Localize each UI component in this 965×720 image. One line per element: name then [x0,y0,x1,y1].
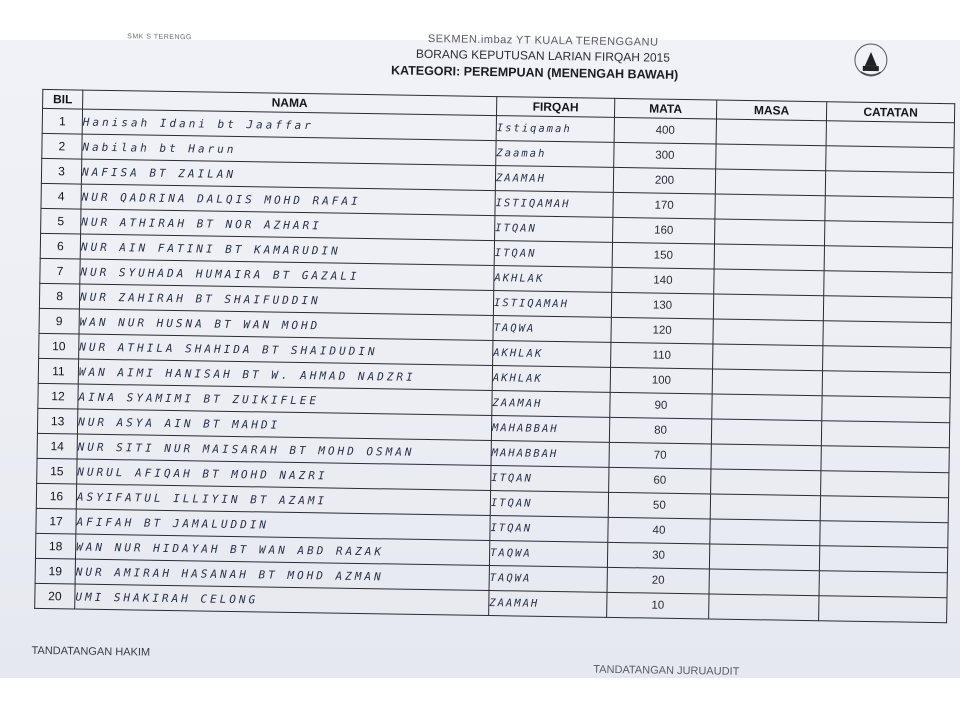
time-cell [715,169,825,196]
auditor-signature-label: TANDATANGAN JURUAUDIT [593,663,740,678]
notes-cell [825,196,953,223]
school-line: SEKMEN.imbaz YT KUALA TERENGGANU [427,32,659,49]
row-number: 16 [36,483,76,509]
notes-cell [820,521,948,548]
firqah-name: ITQAN [490,516,608,543]
notes-cell [823,321,951,348]
points-value: 70 [609,442,711,469]
row-number: 17 [36,508,76,534]
firqah-name: ITQAN [490,491,608,518]
row-number: 10 [39,333,79,359]
notes-cell [824,246,952,273]
points-value: 300 [614,142,716,169]
firqah-name: AKHLAK [492,366,610,393]
row-number: 4 [41,183,81,209]
runner-name: NUR ATHILA SHAHIDA BT SHAIDUDIN [79,334,493,365]
notes-cell [824,221,952,248]
firqah-name: Zaamah [496,141,614,168]
runner-name: NUR QADRINA DALQIS MOHD RAFAI [81,184,495,215]
form-sheet [0,32,965,685]
time-cell [713,344,823,371]
runner-name: Hanisah Idani bt Jaaffar [82,109,496,140]
notes-cell [826,146,954,173]
points-value: 160 [613,217,715,244]
firqah-name: ZAAMAH [492,391,610,418]
notes-cell [825,171,953,198]
notes-cell [822,396,950,423]
points-value: 140 [612,267,714,294]
firqah-name: ISTIQAMAH [493,291,611,318]
row-number: 18 [35,533,75,559]
time-cell [710,494,820,521]
points-value: 80 [609,417,711,444]
row-number: 11 [38,358,78,384]
runner-name: WAN AIMI HANISAH BT W. AHMAD NADZRI [78,359,492,390]
row-number: 7 [40,258,80,284]
points-value: 120 [611,317,713,344]
firqah-name: TAQWA [489,566,607,593]
runner-name: NUR SITI NUR MAISARAH BT MOHD OSMAN [77,434,491,465]
runner-name: AINA SYAMIMI BT ZUIKIFLEE [78,384,492,415]
runner-name: NUR ATHIRAH BT NOR AZHARI [81,209,495,240]
col-catatan: CATATAN [826,102,954,123]
time-cell [715,194,825,221]
runner-name: AFIFAH BT JAMALUDDIN [76,509,490,540]
points-value: 400 [614,117,716,144]
firqah-name: ITQAN [495,216,613,243]
points-value: 130 [611,292,713,319]
time-cell [709,594,819,621]
runner-name: NUR ZAHIRAH BT SHAIFUDDIN [79,284,493,315]
points-value: 150 [612,242,714,269]
row-number: 20 [35,583,75,609]
points-value: 110 [611,342,713,369]
time-cell [709,544,819,571]
row-number: 14 [37,433,77,459]
time-cell [712,394,822,421]
paper-sheet [0,32,960,678]
time-cell [709,569,819,596]
form-category: KATEGORI: PEREMPUAN (MENENGAH BAWAH) [390,63,679,82]
notes-cell [819,546,947,573]
time-cell [711,444,821,471]
row-number: 2 [42,133,82,159]
time-cell [716,119,826,146]
points-value: 20 [607,567,709,594]
notes-cell [821,421,949,448]
notes-cell [822,371,950,398]
bottom-margin [0,678,960,720]
points-value: 170 [613,192,715,219]
points-value: 90 [610,392,712,419]
time-cell [714,269,824,296]
runner-name: WAN NUR HIDAYAH BT WAN ABD RAZAK [75,534,489,565]
school-logo-icon [851,42,892,83]
firqah-name: MAHABBAH [491,416,609,443]
notes-cell [819,596,947,623]
row-number: 9 [39,308,79,334]
firqah-name: Istiqamah [496,116,614,143]
row-number: 5 [41,208,81,234]
time-cell [711,419,821,446]
row-number: 1 [42,108,82,134]
points-value: 60 [609,467,711,494]
points-value: 200 [613,167,715,194]
notes-cell [824,271,952,298]
time-cell [712,369,822,396]
firqah-name: ZAAMAH [489,591,607,618]
runner-name: ASYIFATUL ILLIYIN BT AZAMI [76,484,490,515]
notes-cell [821,446,949,473]
form-title: BORANG KEPUTUSAN LARIAN FIRQAH 2015 [415,46,671,65]
runner-name: NAFISA BT ZAILAN [81,159,495,190]
points-value: 100 [610,367,712,394]
notes-cell [821,471,949,498]
points-value: 10 [607,592,709,619]
results-table [34,89,955,623]
col-bil: BIL [43,89,83,109]
time-cell [716,144,826,171]
time-cell [715,219,825,246]
runner-name: NUR AIN FATINI BT KAMARUDIN [80,234,494,265]
notes-cell [823,346,951,373]
points-value: 30 [607,542,709,569]
firqah-name: MAHABBAH [491,441,609,468]
runner-name: UMI SHAKIRAH CELONG [75,584,489,615]
row-number: 3 [41,158,81,184]
col-mata: MATA [614,98,716,119]
firqah-name: AKHLAK [493,341,611,368]
points-value: 40 [608,517,710,544]
row-number: 6 [40,233,80,259]
notes-cell [826,121,954,148]
row-number: 15 [37,458,77,484]
col-nama: NAMA [83,90,497,116]
judge-signature-label: TANDATANGAN HAKIM [31,644,151,659]
notes-cell [820,496,948,523]
col-masa: MASA [716,100,826,121]
row-number: 19 [35,558,75,584]
time-cell [711,469,821,496]
time-cell [713,294,823,321]
runner-name: WAN NUR HUSNA BT WAN MOHD [79,309,493,340]
row-number: 13 [37,408,77,434]
firqah-name: AKHLAK [494,266,612,293]
time-cell [714,244,824,271]
points-value: 50 [608,492,710,519]
runner-name: NUR SYUHADA HUMAIRA BT GAZALI [80,259,494,290]
firqah-name: TAQWA [489,541,607,568]
school-name-cut: SMK S TERENGG [127,33,192,42]
runner-name: NUR ASYA AIN BT MAHDI [77,409,491,440]
time-cell [713,319,823,346]
runner-name: NURUL AFIQAH BT MOHD NAZRI [77,459,491,490]
firqah-name: ZAAMAH [495,166,613,193]
col-firqah: FIRQAH [496,97,614,118]
notes-cell [823,296,951,323]
firqah-name: ISTIQAMAH [495,191,613,218]
firqah-name: ITQAN [494,241,612,268]
row-number: 12 [38,383,78,409]
notes-cell [819,571,947,598]
firqah-name: TAQWA [493,316,611,343]
runner-name: Nabilah bt Harun [82,134,496,165]
time-cell [710,519,820,546]
runner-name: NUR AMIRAH HASANAH BT MOHD AZMAN [75,559,489,590]
firqah-name: ITQAN [491,466,609,493]
row-number: 8 [39,283,79,309]
